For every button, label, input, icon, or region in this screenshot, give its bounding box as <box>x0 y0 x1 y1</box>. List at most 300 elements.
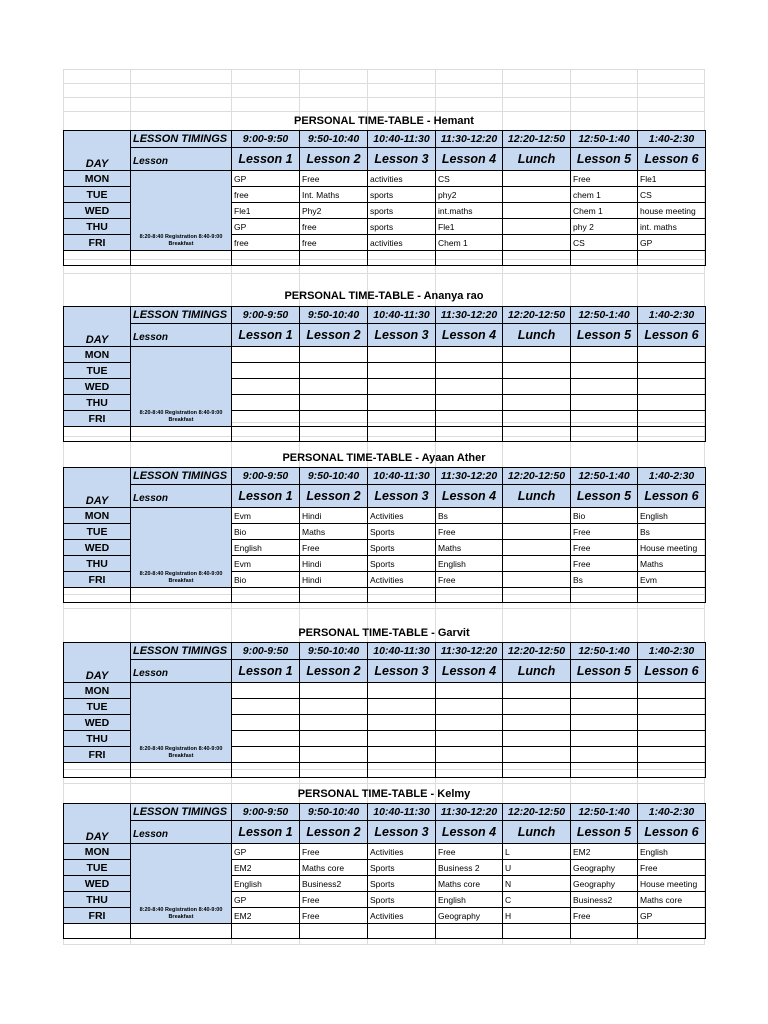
lesson-header: Lesson 4 <box>436 485 503 508</box>
lesson-cell <box>571 699 638 715</box>
lunch-cell <box>503 572 571 588</box>
lesson-cell <box>368 347 436 363</box>
lesson-cell: Bs <box>571 572 638 588</box>
lesson-cell <box>638 683 706 699</box>
lesson-cell <box>571 747 638 763</box>
lesson-cell: Business 2 <box>436 860 503 876</box>
blank-cell <box>131 763 232 778</box>
blank-cell <box>131 588 232 603</box>
time-slot: 10:40-11:30 <box>368 131 436 148</box>
time-slot: 9:50-10:40 <box>300 131 368 148</box>
lesson-header: Lesson 5 <box>571 148 638 171</box>
lesson-cell <box>571 411 638 427</box>
lesson-cell: sports <box>368 203 436 219</box>
lunch-cell <box>503 219 571 235</box>
blank-cell <box>503 763 571 778</box>
lesson-cell <box>232 411 300 427</box>
time-slot: 12:50-1:40 <box>571 643 638 660</box>
lesson-cell: sports <box>368 187 436 203</box>
lesson-cell: English <box>232 540 300 556</box>
lesson-header: Lesson 2 <box>300 148 368 171</box>
lesson-cell <box>368 683 436 699</box>
lesson-cell <box>300 411 368 427</box>
lesson-header: Lesson 6 <box>638 148 706 171</box>
blank-cell <box>571 924 638 939</box>
blank-cell <box>368 251 436 266</box>
lesson-cell: Sports <box>368 892 436 908</box>
lesson-cell: GP <box>638 235 706 251</box>
lesson-cell <box>638 411 706 427</box>
registration-note: 8:20-8:40 Registration 8:40-9:00 Breakfast <box>131 844 232 924</box>
lesson-cell: Sports <box>368 860 436 876</box>
lunch-cell <box>503 540 571 556</box>
lesson-cell <box>368 363 436 379</box>
gridline <box>63 111 705 112</box>
blank-cell <box>64 924 131 939</box>
lesson-cell: GP <box>232 219 300 235</box>
lunch-cell: L <box>503 844 571 860</box>
lesson-cell <box>436 379 503 395</box>
lesson-cell: Maths <box>436 540 503 556</box>
lesson-cell: Geography <box>571 860 638 876</box>
lesson-header: Lesson 2 <box>300 324 368 347</box>
lesson-cell <box>638 699 706 715</box>
lesson-cell: Fle1 <box>232 203 300 219</box>
time-slot: 12:20-12:50 <box>503 804 571 821</box>
lesson-cell: English <box>638 508 706 524</box>
time-slot: 9:50-10:40 <box>300 468 368 485</box>
lesson-cell <box>232 347 300 363</box>
lesson-cell: sports <box>368 219 436 235</box>
lunch-cell <box>503 411 571 427</box>
blank-cell <box>638 251 706 266</box>
lesson-cell: Int. Maths <box>300 187 368 203</box>
blank-cell <box>232 588 300 603</box>
time-slot: 1:40-2:30 <box>638 643 706 660</box>
blank-cell <box>131 924 232 939</box>
lesson-cell: phy 2 <box>571 219 638 235</box>
lesson-cell <box>436 747 503 763</box>
lesson-timings-label: LESSON TIMINGS <box>131 131 232 148</box>
blank-cell <box>436 251 503 266</box>
day-label: MON <box>64 683 131 699</box>
blank-cell <box>64 763 131 778</box>
timetable-title: PERSONAL TIME-TABLE - Hemant <box>294 115 474 127</box>
lunch-cell <box>503 683 571 699</box>
lesson-header: Lesson 2 <box>300 660 368 683</box>
lesson-cell: int. maths <box>638 219 706 235</box>
blank-cell <box>503 427 571 442</box>
lesson-label: Lesson <box>131 660 232 683</box>
lesson-cell: activities <box>368 235 436 251</box>
blank-cell <box>638 763 706 778</box>
lesson-cell: Activities <box>368 572 436 588</box>
lesson-cell <box>638 715 706 731</box>
timetable-title: PERSONAL TIME-TABLE - Ananya rao <box>284 290 484 302</box>
lesson-cell <box>436 395 503 411</box>
lesson-cell <box>638 379 706 395</box>
lesson-header: Lesson 3 <box>368 148 436 171</box>
lesson-cell <box>232 747 300 763</box>
gridline <box>63 83 705 84</box>
lesson-cell <box>436 347 503 363</box>
lesson-cell: Phy2 <box>300 203 368 219</box>
time-slot: 11:30-12:20 <box>436 131 503 148</box>
gridline <box>63 944 705 945</box>
lesson-cell <box>571 363 638 379</box>
timetable <box>63 803 706 939</box>
lesson-cell <box>368 411 436 427</box>
lesson-cell: free <box>300 219 368 235</box>
lesson-cell: Maths core <box>436 876 503 892</box>
blank-cell <box>64 251 131 266</box>
day-label: TUE <box>64 363 131 379</box>
lesson-cell <box>571 683 638 699</box>
gridline <box>63 273 705 274</box>
lunch-cell <box>503 731 571 747</box>
lesson-header: Lesson 5 <box>571 485 638 508</box>
lesson-cell: int.maths <box>436 203 503 219</box>
lesson-cell: GP <box>232 171 300 187</box>
lesson-cell: Maths <box>638 556 706 572</box>
lesson-cell <box>638 347 706 363</box>
lesson-cell <box>571 715 638 731</box>
lesson-cell <box>638 395 706 411</box>
lesson-cell <box>232 363 300 379</box>
lunch-header: Lunch <box>503 485 571 508</box>
time-slot: 12:50-1:40 <box>571 804 638 821</box>
time-slot: 11:30-12:20 <box>436 468 503 485</box>
blank-cell <box>571 427 638 442</box>
lesson-cell: Free <box>571 524 638 540</box>
lesson-cell: Free <box>436 524 503 540</box>
lesson-cell: free <box>300 235 368 251</box>
lesson-cell: Activities <box>368 844 436 860</box>
timetable-title: PERSONAL TIME-TABLE - Kelmy <box>297 788 471 800</box>
lesson-cell: Bio <box>232 572 300 588</box>
lunch-cell <box>503 395 571 411</box>
day-label: TUE <box>64 187 131 203</box>
lesson-cell <box>571 395 638 411</box>
lesson-cell <box>436 411 503 427</box>
blank-cell <box>368 588 436 603</box>
lesson-label: Lesson <box>131 324 232 347</box>
lesson-cell: Business2 <box>300 876 368 892</box>
lunch-header: Lunch <box>503 324 571 347</box>
lesson-cell: Business2 <box>571 892 638 908</box>
timetable-title: PERSONAL TIME-TABLE - Ayaan Ather <box>282 452 486 464</box>
lesson-header: Lesson 4 <box>436 324 503 347</box>
lesson-cell: Evm <box>232 556 300 572</box>
time-slot: 9:50-10:40 <box>300 804 368 821</box>
lesson-cell: English <box>436 892 503 908</box>
blank-cell <box>300 588 368 603</box>
lesson-header: Lesson 1 <box>232 324 300 347</box>
lesson-cell <box>232 731 300 747</box>
lunch-header: Lunch <box>503 821 571 844</box>
blank-cell <box>638 427 706 442</box>
registration-note: 8:20-8:40 Registration 8:40-9:00 Breakfast <box>131 508 232 588</box>
day-label: MON <box>64 508 131 524</box>
lesson-label: Lesson <box>131 485 232 508</box>
lesson-header: Lesson 1 <box>232 148 300 171</box>
day-label: FRI <box>64 235 131 251</box>
blank-cell <box>571 763 638 778</box>
blank-cell <box>571 251 638 266</box>
lesson-cell <box>368 379 436 395</box>
day-label: WED <box>64 876 131 892</box>
lesson-cell: Free <box>300 540 368 556</box>
lesson-cell <box>436 715 503 731</box>
lesson-timings-label: LESSON TIMINGS <box>131 804 232 821</box>
blank-cell <box>571 588 638 603</box>
day-label: WED <box>64 540 131 556</box>
blank-cell <box>436 588 503 603</box>
lesson-header: Lesson 3 <box>368 485 436 508</box>
blank-cell <box>436 924 503 939</box>
lesson-cell: Hindi <box>300 572 368 588</box>
lesson-cell: House meeting <box>638 876 706 892</box>
gridline <box>63 783 705 784</box>
lesson-header: Lesson 4 <box>436 148 503 171</box>
day-label: THU <box>64 556 131 572</box>
lesson-header: Lesson 6 <box>638 485 706 508</box>
lesson-header: Lesson 5 <box>571 821 638 844</box>
lesson-cell: house meeting <box>638 203 706 219</box>
lunch-cell <box>503 379 571 395</box>
gridline <box>63 69 705 70</box>
lesson-header: Lesson 3 <box>368 324 436 347</box>
lesson-cell: Bio <box>232 524 300 540</box>
time-slot: 1:40-2:30 <box>638 468 706 485</box>
day-label: THU <box>64 395 131 411</box>
lesson-cell <box>232 715 300 731</box>
lesson-cell: Sports <box>368 540 436 556</box>
lesson-cell: Bs <box>436 508 503 524</box>
lesson-cell <box>638 363 706 379</box>
time-slot: 9:00-9:50 <box>232 307 300 324</box>
lesson-cell: Maths core <box>300 860 368 876</box>
time-slot: 9:00-9:50 <box>232 131 300 148</box>
lesson-cell <box>638 731 706 747</box>
lesson-header: Lesson 2 <box>300 485 368 508</box>
lesson-cell: EM2 <box>232 908 300 924</box>
lesson-cell: Maths core <box>638 892 706 908</box>
time-slot: 1:40-2:30 <box>638 131 706 148</box>
lesson-header: Lesson 1 <box>232 485 300 508</box>
lesson-cell: Free <box>436 844 503 860</box>
blank-cell <box>300 763 368 778</box>
lesson-label: Lesson <box>131 821 232 844</box>
lesson-cell: House meeting <box>638 540 706 556</box>
lesson-cell: Maths <box>300 524 368 540</box>
day-header: DAY <box>64 131 131 171</box>
blank-cell <box>300 251 368 266</box>
day-label: MON <box>64 844 131 860</box>
lesson-header: Lesson 6 <box>638 660 706 683</box>
day-label: FRI <box>64 411 131 427</box>
time-slot: 9:50-10:40 <box>300 643 368 660</box>
lesson-cell <box>232 379 300 395</box>
lesson-cell <box>638 747 706 763</box>
lesson-cell <box>436 363 503 379</box>
blank-cell <box>300 924 368 939</box>
lesson-cell: Free <box>300 171 368 187</box>
lesson-cell: EM2 <box>571 844 638 860</box>
lesson-cell: Geography <box>436 908 503 924</box>
lesson-cell <box>300 731 368 747</box>
lesson-header: Lesson 1 <box>232 821 300 844</box>
lesson-cell: Free <box>300 892 368 908</box>
lesson-cell: Free <box>571 171 638 187</box>
day-label: WED <box>64 379 131 395</box>
lesson-cell <box>436 683 503 699</box>
day-header: DAY <box>64 804 131 844</box>
day-label: THU <box>64 892 131 908</box>
lesson-header: Lesson 2 <box>300 821 368 844</box>
lesson-cell: Bio <box>571 508 638 524</box>
timetable-title: PERSONAL TIME-TABLE - Garvit <box>298 627 470 639</box>
time-slot: 10:40-11:30 <box>368 643 436 660</box>
day-label: THU <box>64 219 131 235</box>
blank-cell <box>232 763 300 778</box>
lesson-cell: GP <box>232 892 300 908</box>
lesson-cell <box>368 699 436 715</box>
lesson-header: Lesson 6 <box>638 821 706 844</box>
lesson-cell: English <box>232 876 300 892</box>
lesson-cell: Hindi <box>300 556 368 572</box>
lesson-header: Lesson 6 <box>638 324 706 347</box>
lesson-cell: Free <box>300 908 368 924</box>
lesson-timings-label: LESSON TIMINGS <box>131 468 232 485</box>
time-slot: 12:50-1:40 <box>571 307 638 324</box>
registration-note: 8:20-8:40 Registration 8:40-9:00 Breakfast <box>131 171 232 251</box>
blank-cell <box>232 427 300 442</box>
lunch-header: Lunch <box>503 660 571 683</box>
time-slot: 9:00-9:50 <box>232 643 300 660</box>
lesson-cell: Free <box>571 556 638 572</box>
lesson-cell <box>300 715 368 731</box>
day-label: TUE <box>64 699 131 715</box>
blank-cell <box>64 427 131 442</box>
lesson-cell: GP <box>638 908 706 924</box>
lesson-cell <box>300 683 368 699</box>
registration-note: 8:20-8:40 Registration 8:40-9:00 Breakfast <box>131 683 232 763</box>
day-label: MON <box>64 171 131 187</box>
day-label: FRI <box>64 747 131 763</box>
lunch-cell <box>503 556 571 572</box>
lesson-cell: activities <box>368 171 436 187</box>
lesson-label: Lesson <box>131 148 232 171</box>
lesson-cell: Free <box>300 844 368 860</box>
lunch-cell <box>503 187 571 203</box>
lesson-cell: Evm <box>638 572 706 588</box>
lesson-cell: phy2 <box>436 187 503 203</box>
blank-cell <box>638 924 706 939</box>
registration-note: 8:20-8:40 Registration 8:40-9:00 Breakfast <box>131 347 232 427</box>
day-header: DAY <box>64 307 131 347</box>
lesson-cell <box>300 363 368 379</box>
lunch-cell <box>503 508 571 524</box>
lesson-cell: Bs <box>638 524 706 540</box>
lesson-cell <box>232 699 300 715</box>
gridline <box>63 97 705 98</box>
lesson-header: Lesson 5 <box>571 660 638 683</box>
lesson-header: Lesson 3 <box>368 821 436 844</box>
blank-cell <box>368 763 436 778</box>
lesson-header: Lesson 1 <box>232 660 300 683</box>
time-slot: 12:50-1:40 <box>571 131 638 148</box>
lesson-header: Lesson 3 <box>368 660 436 683</box>
day-header: DAY <box>64 468 131 508</box>
lesson-cell: CS <box>638 187 706 203</box>
blank-cell <box>64 588 131 603</box>
timetable <box>63 130 706 266</box>
lesson-cell: Sports <box>368 524 436 540</box>
lunch-cell <box>503 347 571 363</box>
day-label: TUE <box>64 524 131 540</box>
lesson-cell: English <box>638 844 706 860</box>
lesson-cell: Sports <box>368 556 436 572</box>
lesson-cell: Free <box>571 908 638 924</box>
time-slot: 9:50-10:40 <box>300 307 368 324</box>
time-slot: 12:50-1:40 <box>571 468 638 485</box>
lesson-cell <box>300 699 368 715</box>
day-label: WED <box>64 203 131 219</box>
time-slot: 9:00-9:50 <box>232 804 300 821</box>
lesson-cell: CS <box>436 171 503 187</box>
lesson-cell: Fle1 <box>436 219 503 235</box>
time-slot: 12:20-12:50 <box>503 468 571 485</box>
lunch-cell <box>503 747 571 763</box>
lesson-cell: Sports <box>368 876 436 892</box>
lunch-cell <box>503 363 571 379</box>
lesson-cell <box>571 379 638 395</box>
lesson-cell: Activities <box>368 908 436 924</box>
time-slot: 11:30-12:20 <box>436 643 503 660</box>
lesson-header: Lesson 5 <box>571 324 638 347</box>
lesson-cell <box>368 731 436 747</box>
lunch-cell <box>503 203 571 219</box>
time-slot: 1:40-2:30 <box>638 307 706 324</box>
day-label: WED <box>64 715 131 731</box>
day-label: TUE <box>64 860 131 876</box>
day-header: DAY <box>64 643 131 683</box>
lunch-cell: H <box>503 908 571 924</box>
lesson-cell: free <box>232 187 300 203</box>
lesson-cell: free <box>232 235 300 251</box>
lesson-cell <box>368 395 436 411</box>
timetable <box>63 306 706 442</box>
gridline <box>63 608 705 609</box>
time-slot: 10:40-11:30 <box>368 307 436 324</box>
blank-cell <box>436 427 503 442</box>
lesson-cell: Chem 1 <box>571 203 638 219</box>
lesson-header: Lesson 4 <box>436 660 503 683</box>
lunch-cell <box>503 699 571 715</box>
lesson-cell: Geography <box>571 876 638 892</box>
time-slot: 10:40-11:30 <box>368 804 436 821</box>
blank-cell <box>436 763 503 778</box>
lesson-cell <box>571 731 638 747</box>
lesson-cell <box>436 731 503 747</box>
day-label: FRI <box>64 908 131 924</box>
lesson-cell: EM2 <box>232 860 300 876</box>
lesson-header: Lesson 4 <box>436 821 503 844</box>
timetable <box>63 642 706 778</box>
lesson-cell: GP <box>232 844 300 860</box>
blank-cell <box>638 588 706 603</box>
